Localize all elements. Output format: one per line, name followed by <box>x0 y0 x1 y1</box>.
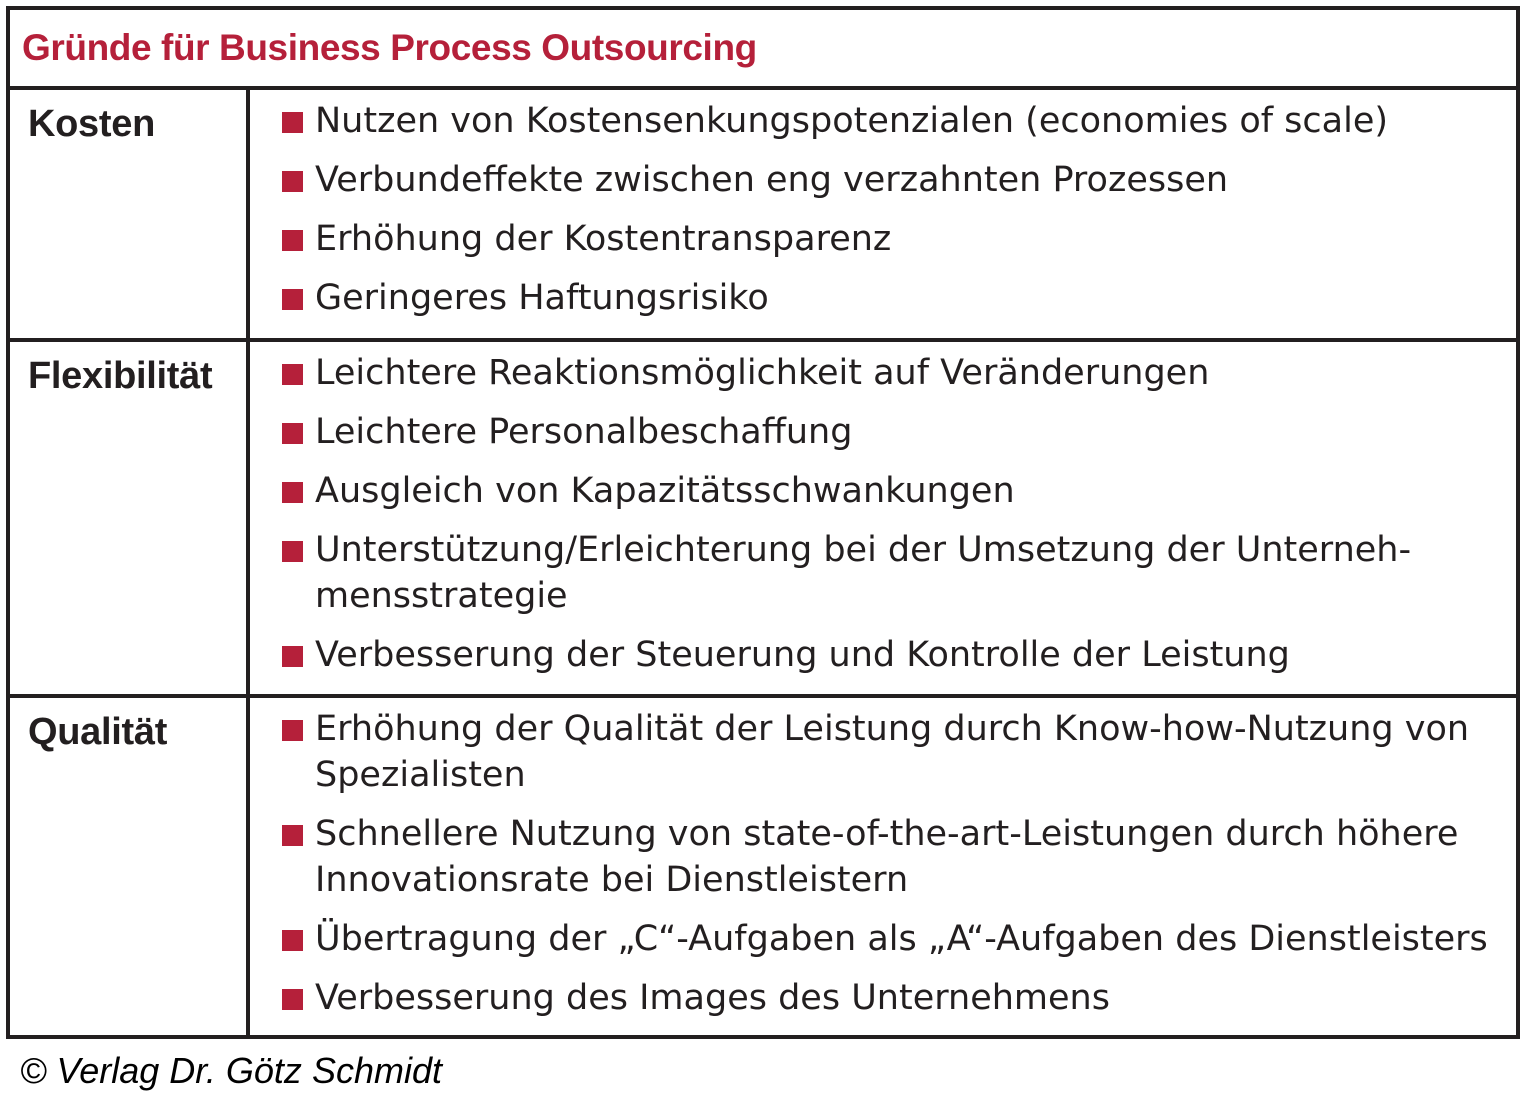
list-item <box>282 409 1516 455</box>
table-row-flexibilitaet <box>10 342 1516 698</box>
list-item-text: Verbesserung der Steuerung und Kontrolle der Leistung <box>315 635 1290 675</box>
list-item <box>282 632 1516 678</box>
list-item-text: Verbundeffekte zwischen eng verzahnten Prozessen <box>315 160 1229 200</box>
square-bullet-icon <box>282 825 303 846</box>
list-item-text: Geringeres Haftungsrisiko <box>315 278 769 318</box>
square-bullet-icon <box>282 364 303 385</box>
table-header <box>10 10 1516 90</box>
reason-list-qualitaet <box>250 698 1516 1035</box>
list-item <box>282 157 1516 203</box>
list-item-text: Verbesserung des Images des Unternehmens <box>315 978 1110 1018</box>
square-bullet-icon <box>282 646 303 667</box>
list-item <box>282 216 1516 262</box>
table-row-kosten <box>10 90 1516 342</box>
table-title: Gründe für Business Process Outsourcing <box>22 27 757 68</box>
list-item-text: Erhöhung der Kostentransparenz <box>315 219 892 259</box>
list-item <box>282 811 1516 903</box>
list-item <box>282 98 1516 144</box>
list-item-text: Schnellere Nutzung von state-of-the-art-Leistungen durch höhere Innovationsrate bei Dienstleistern <box>315 814 1459 900</box>
list-item <box>282 275 1516 321</box>
square-bullet-icon <box>282 482 303 503</box>
square-bullet-icon <box>282 541 303 562</box>
list-item-text: Übertragung der „C“-Aufgaben als „A“-Aufgaben des Dienstleisters <box>315 919 1488 959</box>
reason-list-flexibilitaet <box>250 342 1516 694</box>
square-bullet-icon <box>282 720 303 741</box>
list-item <box>282 468 1516 514</box>
square-bullet-icon <box>282 289 303 310</box>
list-item <box>282 975 1516 1021</box>
list-item-text: Unterstützung/Erleichterung bei der Umsetzung der Unterneh- mensstrategie <box>315 530 1412 616</box>
square-bullet-icon <box>282 112 303 133</box>
category-label-kosten: Kosten <box>10 90 250 338</box>
category-label-qualitaet: Qualität <box>10 698 250 1035</box>
table-row-qualitaet <box>10 698 1516 1035</box>
list-item-text: Erhöhung der Qualität der Leistung durch Know-how-Nutzung von Spezialisten <box>315 709 1470 795</box>
list-item <box>282 350 1516 396</box>
square-bullet-icon <box>282 930 303 951</box>
list-item-text: Nutzen von Kostensenkungspotenzialen (economies of scale) <box>315 101 1389 141</box>
category-label-flexibilitaet: Flexibilität <box>10 342 250 694</box>
square-bullet-icon <box>282 230 303 251</box>
list-item <box>282 527 1516 619</box>
list-item-text: Leichtere Personalbeschaffung <box>315 412 853 452</box>
square-bullet-icon <box>282 989 303 1010</box>
copyright-notice: © Verlag Dr. Götz Schmidt <box>20 1050 442 1091</box>
list-item <box>282 706 1516 798</box>
reasons-table <box>6 6 1520 1039</box>
reason-list-kosten <box>250 90 1516 338</box>
list-item-text: Leichtere Reaktionsmöglichkeit auf Veränderungen <box>315 353 1210 393</box>
square-bullet-icon <box>282 171 303 192</box>
list-item <box>282 916 1516 962</box>
list-item-text: Ausgleich von Kapazitätsschwankungen <box>315 471 1015 511</box>
square-bullet-icon <box>282 423 303 444</box>
